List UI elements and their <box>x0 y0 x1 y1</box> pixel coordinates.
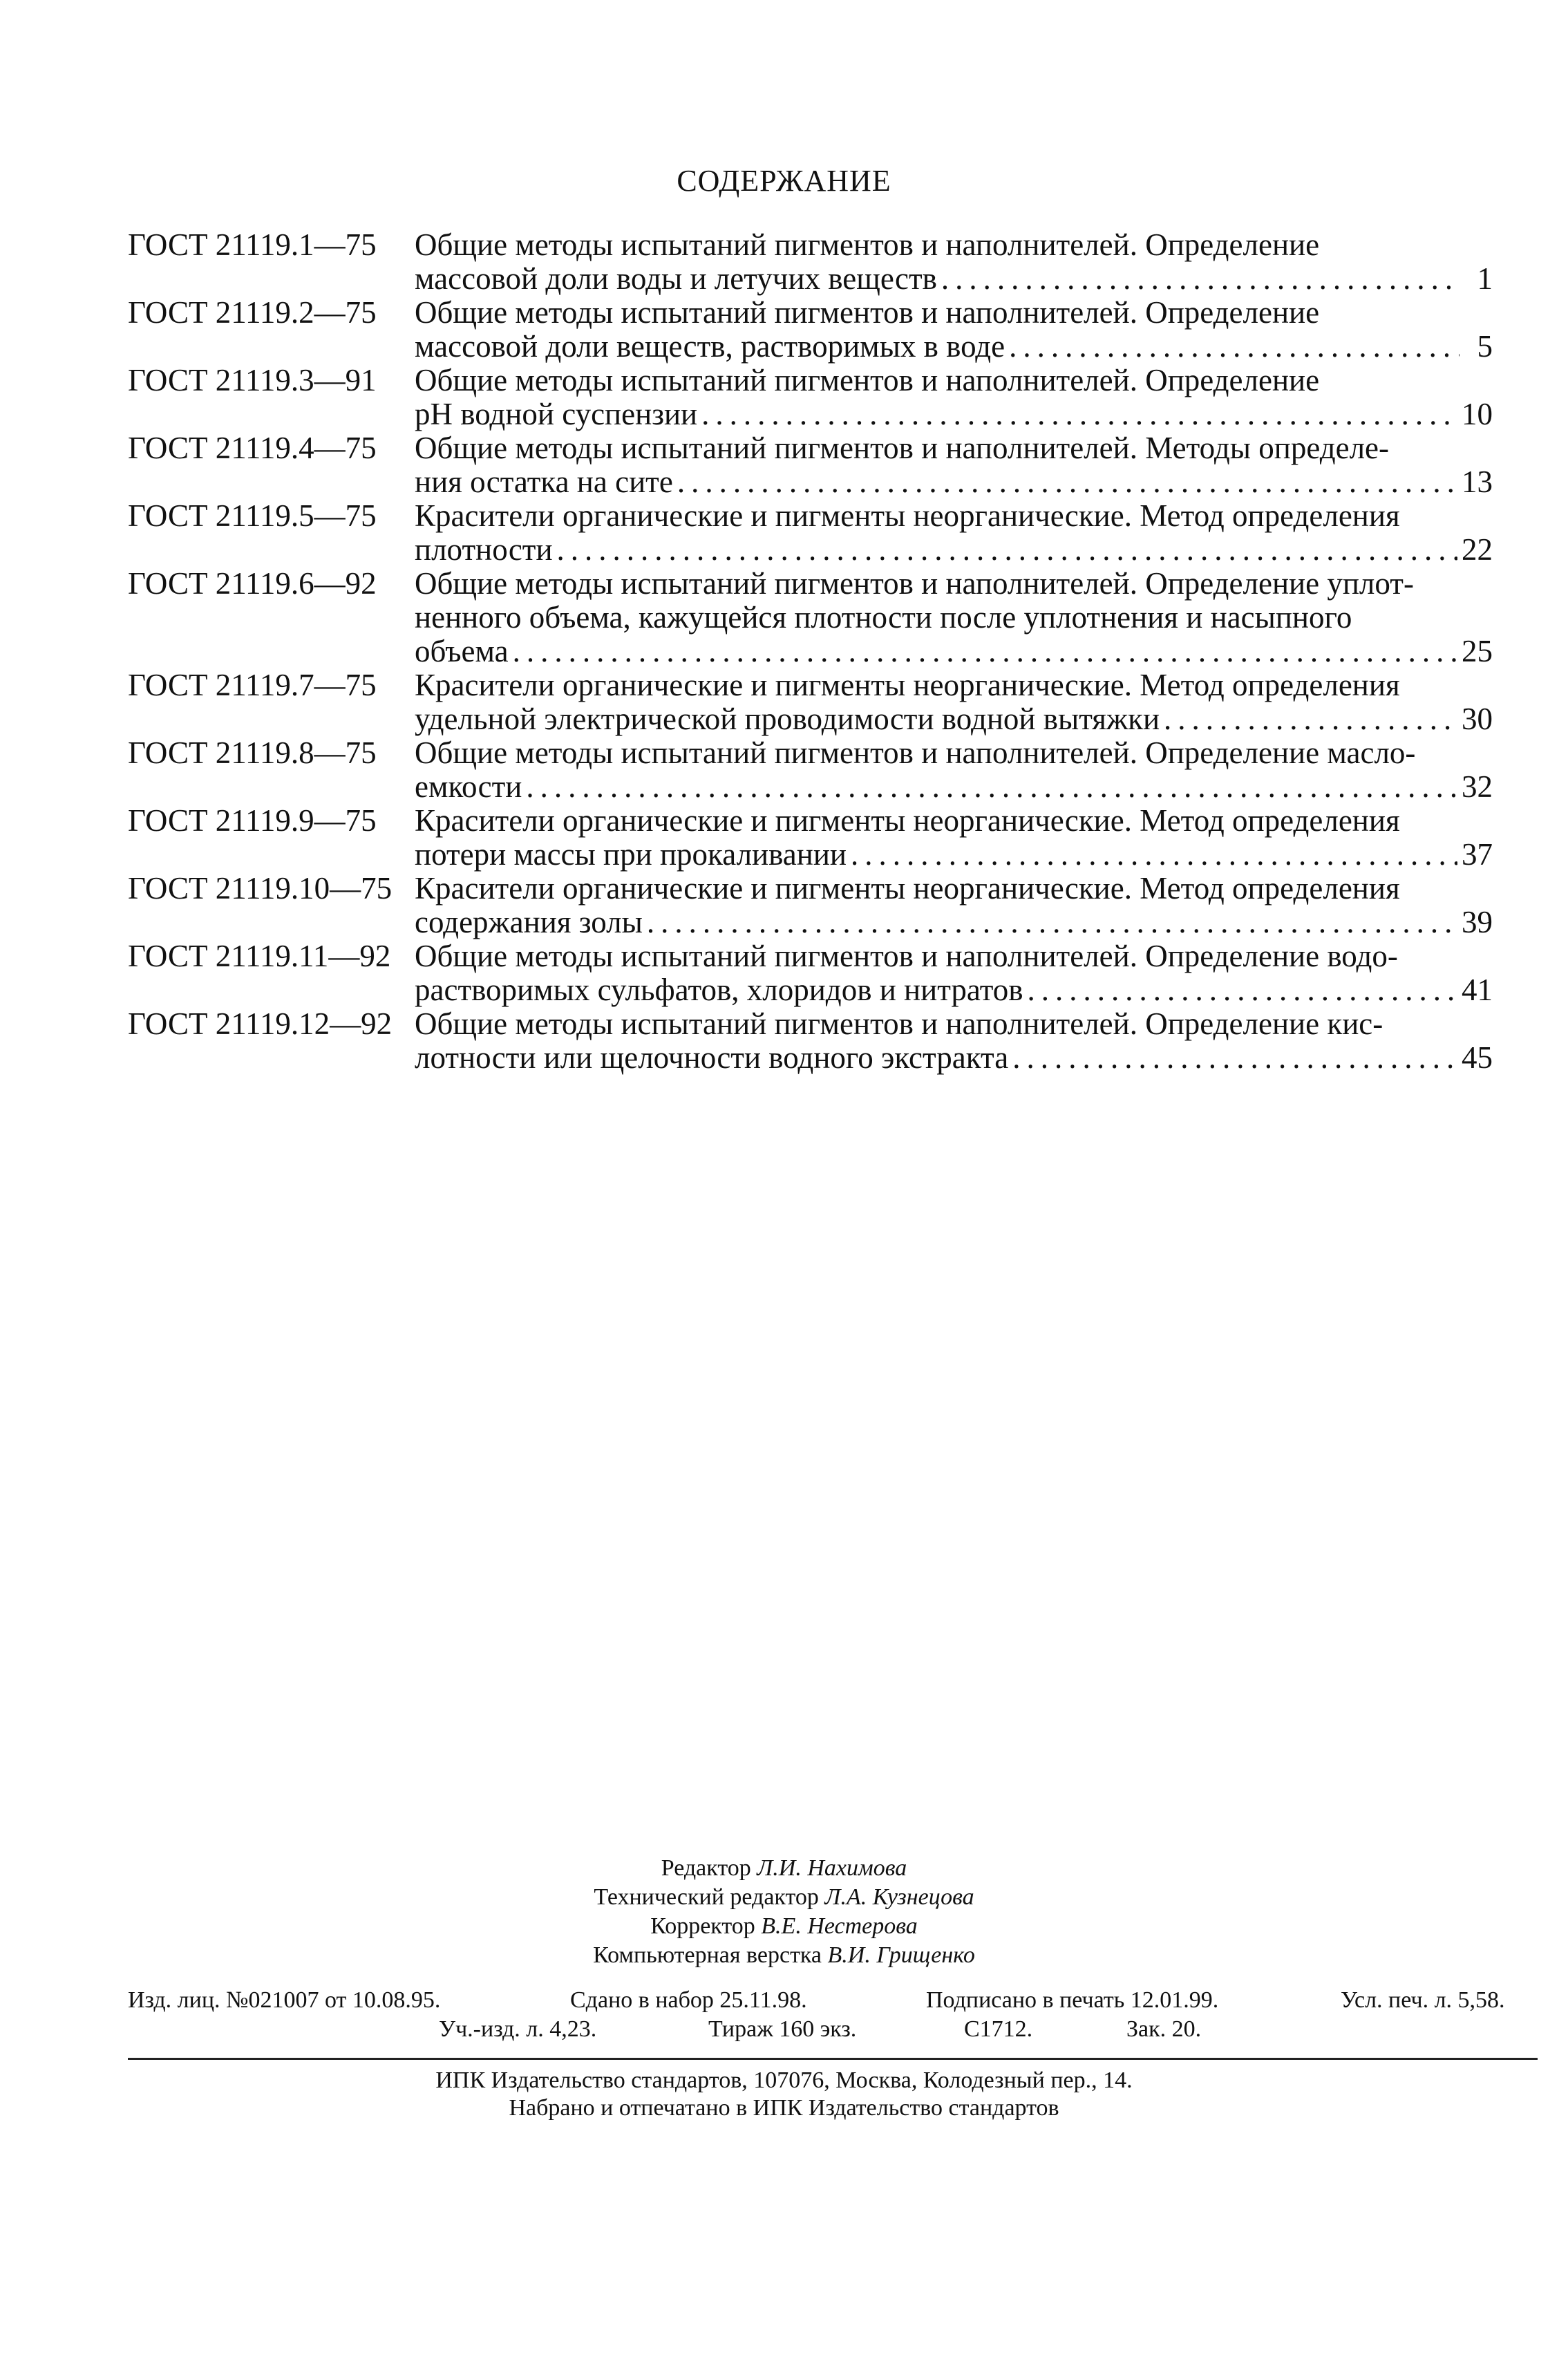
toc-entry <box>128 499 1493 567</box>
toc-description <box>415 668 1493 736</box>
toc-description-line: удельной электрической проводимости водной вытяжки <box>415 702 1160 736</box>
dot-leader <box>1164 702 1457 736</box>
typeset-date: Сдано в набор 25.11.98. <box>570 1987 807 2013</box>
toc-description-line: массовой доли веществ, растворимых в воде <box>415 329 1005 364</box>
toc-standard-code: ГОСТ 21119.10—75 <box>128 871 393 906</box>
toc-last-line <box>415 838 1493 872</box>
toc-description-line: потери массы при прокаливании <box>415 837 847 872</box>
dot-leader <box>557 533 1457 567</box>
edition-sheets: Уч.-изд. л. 4,23. <box>439 2016 597 2042</box>
publisher-printing: Набрано и отпечатано в ИПК Издательство стандартов <box>509 2095 1059 2121</box>
toc-entry <box>128 872 1493 939</box>
dot-leader <box>647 906 1457 939</box>
credits-block <box>0 1854 1568 1970</box>
toc-standard-code: ГОСТ 21119.11—92 <box>128 939 391 973</box>
dot-leader <box>677 465 1457 499</box>
toc-description <box>415 431 1493 499</box>
toc-entry <box>128 567 1493 668</box>
toc-page-number: 5 <box>1477 329 1493 364</box>
dot-leader <box>1012 1041 1457 1075</box>
toc-description-line: Красители органические и пигменты неорганические. Метод определения <box>415 498 1400 533</box>
toc-description-line: Красители органические и пигменты неорганические. Метод определения <box>415 668 1400 702</box>
toc-last-line <box>415 635 1493 668</box>
publication-code: С1712. <box>964 2016 1033 2042</box>
toc-description-line: растворимых сульфатов, хлоридов и нитратов <box>415 973 1023 1007</box>
toc-last-line <box>415 702 1493 736</box>
toc-description-line: ния остатка на сите <box>415 465 673 499</box>
toc-description-line: Общие методы испытаний пигментов и наполнителей. Методы определе- <box>415 431 1389 465</box>
toc-description <box>415 296 1493 364</box>
toc-page-number: 10 <box>1462 397 1493 431</box>
toc-description-line: Общие методы испытаний пигментов и наполнителей. Определение <box>415 227 1320 262</box>
toc-last-line <box>415 770 1493 804</box>
toc-entry <box>128 228 1493 296</box>
credit-name: Л.И. Нахимова <box>757 1855 907 1881</box>
toc-entry <box>128 296 1493 364</box>
toc-description <box>415 499 1493 567</box>
credit-role: Корректор <box>650 1913 755 1939</box>
toc-page-number: 32 <box>1462 769 1493 804</box>
toc-last-line <box>415 973 1493 1007</box>
toc-entry <box>128 668 1493 736</box>
toc-description <box>415 736 1493 804</box>
toc-description-line: лотности или щелочности водного экстракта <box>415 1040 1009 1075</box>
publisher-address: ИПК Издательство стандартов, 107076, Москва, Колодезный пер., 14. <box>435 2067 1133 2093</box>
credit-line <box>0 1912 1568 1941</box>
toc-standard-code: ГОСТ 21119.8—75 <box>128 735 377 770</box>
toc-last-line <box>415 397 1493 431</box>
toc-entry <box>128 1007 1493 1075</box>
toc-description-line: ненного объема, кажущейся плотности после уплотнения и насыпного <box>415 600 1352 635</box>
toc-page-number: 37 <box>1462 837 1493 872</box>
credit-line <box>0 1941 1568 1970</box>
dot-leader <box>1009 330 1460 364</box>
toc-page-number: 13 <box>1462 465 1493 499</box>
toc-entry <box>128 804 1493 872</box>
toc-description-line: Общие методы испытаний пигментов и наполнителей. Определение <box>415 295 1320 330</box>
toc-description-line: Красители органические и пигменты неорганические. Метод определения <box>415 803 1400 838</box>
table-of-contents <box>128 228 1493 1075</box>
credit-name: В.Е. Нестерова <box>761 1913 918 1939</box>
toc-description <box>415 1007 1493 1075</box>
toc-standard-code: ГОСТ 21119.4—75 <box>128 431 377 465</box>
toc-page-number: 41 <box>1462 973 1493 1007</box>
dot-leader <box>513 635 1457 668</box>
credit-line <box>0 1883 1568 1912</box>
toc-description-line: массовой доли воды и летучих веществ <box>415 261 937 296</box>
page-title: СОДЕРЖАНИЕ <box>677 164 891 198</box>
toc-description-line: плотности <box>415 532 553 567</box>
toc-description <box>415 804 1493 872</box>
license-number: Изд. лиц. №021007 от 10.08.95. <box>128 1987 441 2013</box>
dot-leader <box>526 770 1457 804</box>
dot-leader <box>1028 973 1457 1007</box>
publisher-block <box>0 2067 1568 2122</box>
toc-standard-code: ГОСТ 21119.6—92 <box>128 566 377 601</box>
toc-description-line: Общие методы испытаний пигментов и наполнителей. Определение кис- <box>415 1006 1383 1041</box>
toc-description-line: Общие методы испытаний пигментов и наполнителей. Определение масло- <box>415 735 1416 770</box>
toc-standard-code: ГОСТ 21119.5—75 <box>128 498 377 533</box>
credit-line <box>0 1854 1568 1883</box>
order-number: Зак. 20. <box>1126 2016 1202 2042</box>
credit-role: Технический редактор <box>594 1884 819 1910</box>
dot-leader <box>701 397 1457 431</box>
toc-description-line: Общие методы испытаний пигментов и наполнителей. Определение водо- <box>415 939 1398 973</box>
print-sheets: Усл. печ. л. 5,58. <box>1341 1987 1505 2013</box>
toc-entry <box>128 364 1493 431</box>
dot-leader <box>941 262 1460 296</box>
toc-last-line <box>415 906 1493 939</box>
credit-name: Л.А. Кузнецова <box>824 1884 974 1910</box>
toc-description <box>415 939 1493 1007</box>
toc-last-line <box>415 465 1493 499</box>
toc-standard-code: ГОСТ 21119.2—75 <box>128 295 377 330</box>
toc-last-line <box>415 533 1493 567</box>
toc-description-line: pH водной суспензии <box>415 397 698 431</box>
toc-description-line: объема <box>415 634 509 668</box>
toc-description-line: Общие методы испытаний пигментов и наполнителей. Определение уплот- <box>415 566 1414 601</box>
toc-standard-code: ГОСТ 21119.3—91 <box>128 363 377 397</box>
toc-standard-code: ГОСТ 21119.7—75 <box>128 668 377 702</box>
toc-entry <box>128 939 1493 1007</box>
toc-page-number: 45 <box>1462 1040 1493 1075</box>
toc-page-number: 25 <box>1462 634 1493 668</box>
toc-description <box>415 228 1493 296</box>
toc-standard-code: ГОСТ 21119.9—75 <box>128 803 377 838</box>
credit-role: Редактор <box>661 1855 751 1881</box>
toc-description <box>415 364 1493 431</box>
toc-standard-code: ГОСТ 21119.12—92 <box>128 1006 393 1041</box>
toc-description <box>415 567 1493 668</box>
toc-page-number: 39 <box>1462 905 1493 939</box>
toc-page-number: 22 <box>1462 532 1493 567</box>
toc-entry <box>128 431 1493 499</box>
toc-standard-code: ГОСТ 21119.1—75 <box>128 227 377 262</box>
signed-date: Подписано в печать 12.01.99. <box>926 1987 1219 2013</box>
toc-description-line: емкости <box>415 769 522 804</box>
credit-name: В.И. Грищенко <box>827 1942 975 1968</box>
circulation: Тираж 160 экз. <box>708 2016 857 2042</box>
credit-role: Компьютерная верстка <box>593 1942 822 1968</box>
toc-description-line: Красители органические и пигменты неорганические. Метод определения <box>415 871 1400 906</box>
toc-description-line: содержания золы <box>415 905 643 939</box>
toc-last-line <box>415 1041 1493 1075</box>
toc-page-number: 30 <box>1462 702 1493 736</box>
toc-page-number: 1 <box>1477 261 1493 296</box>
toc-last-line <box>415 330 1493 364</box>
toc-description <box>415 872 1493 939</box>
dot-leader <box>851 838 1457 872</box>
toc-description-line: Общие методы испытаний пигментов и наполнителей. Определение <box>415 363 1320 397</box>
toc-last-line <box>415 262 1493 296</box>
divider <box>128 2058 1538 2060</box>
toc-entry <box>128 736 1493 804</box>
